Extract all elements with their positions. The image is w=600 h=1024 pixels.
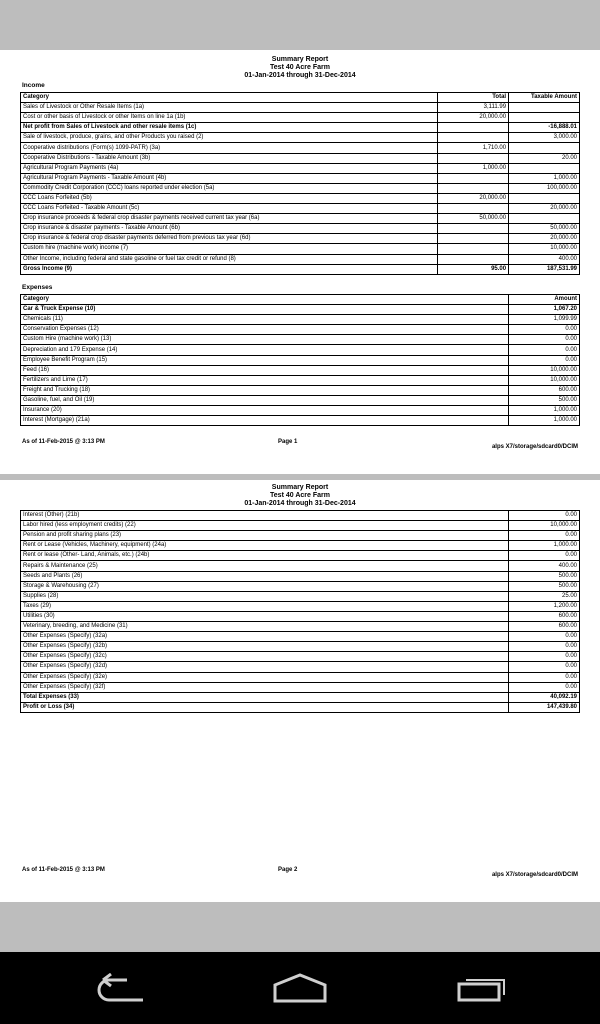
bottom-gray-bar — [0, 902, 600, 952]
expense-category-cell: Storage & Warehousing (27) — [21, 581, 509, 591]
expense-category-cell: Taxes (29) — [21, 601, 509, 611]
income-total-cell: 1,710.00 — [438, 143, 509, 153]
expense-category-cell: Rent or Lease (Vehicles, Machinery, equipment) (24a) — [21, 541, 509, 551]
expense-row — [21, 642, 580, 652]
expense-amount-cell: 0.00 — [509, 652, 580, 662]
footer-date: As of 11-Feb-2015 @ 3:13 PM — [22, 867, 105, 873]
expense-row — [21, 561, 580, 571]
income-category-header: Category — [21, 93, 438, 103]
income-category-cell: Gross Income (9) — [21, 264, 438, 274]
expense-row — [21, 702, 580, 712]
income-header-row — [21, 93, 580, 103]
income-row — [21, 123, 580, 133]
expense-amount-cell: 0.00 — [509, 325, 580, 335]
income-total-cell — [438, 234, 509, 244]
income-taxable-cell: 100,000.00 — [509, 183, 580, 193]
expense-category-cell: Labor hired (less employment credits) (22) — [21, 521, 509, 531]
expense-amount-cell: 0.00 — [509, 662, 580, 672]
expense-category-cell: Profit or Loss (34) — [21, 702, 509, 712]
income-row — [21, 214, 580, 224]
income-total-cell — [438, 133, 509, 143]
expenses-heading: Expenses — [22, 284, 53, 291]
expense-row — [21, 511, 580, 521]
expense-row — [21, 662, 580, 672]
home-icon — [272, 972, 328, 1004]
income-total-cell: 20,000.00 — [438, 193, 509, 203]
income-taxable-cell: 10,000.00 — [509, 244, 580, 254]
income-total-cell — [438, 204, 509, 214]
income-category-cell: Commodity Credit Corporation (CCC) loans reported under election (5a) — [21, 183, 438, 193]
income-row — [21, 204, 580, 214]
income-category-cell: Cooperative Distributions - Taxable Amount (3b) — [21, 153, 438, 163]
expense-header-row — [21, 295, 580, 305]
expense-row — [21, 622, 580, 632]
income-row — [21, 264, 580, 274]
expense-amount-cell: 0.00 — [509, 682, 580, 692]
expense-category-cell: Repairs & Maintenance (25) — [21, 561, 509, 571]
expense-category-cell: Depreciation and 179 Expense (14) — [21, 345, 509, 355]
income-taxable-cell — [509, 193, 580, 203]
expense-category-cell: Insurance (20) — [21, 406, 509, 416]
income-category-cell: Agricultural Program Payments - Taxable Amount (4b) — [21, 173, 438, 183]
footer-date: As of 11-Feb-2015 @ 3:13 PM — [22, 439, 105, 445]
income-taxable-cell: 20.00 — [509, 153, 580, 163]
income-row — [21, 244, 580, 254]
expense-category-cell: Other Expenses (Specify) (32e) — [21, 672, 509, 682]
report-page-2 — [0, 480, 600, 902]
income-taxable-cell: 50,000.00 — [509, 224, 580, 234]
expense-row — [21, 395, 580, 405]
expense-row — [21, 571, 580, 581]
income-row — [21, 163, 580, 173]
expense-row — [21, 385, 580, 395]
income-category-cell: Sales of Livestock or Other Resale Items (1a) — [21, 103, 438, 113]
expense-amount-cell: 1,000.00 — [509, 406, 580, 416]
income-taxable-cell: 400.00 — [509, 254, 580, 264]
expense-row — [21, 305, 580, 315]
report-header — [0, 56, 600, 80]
expense-amount-cell: 0.00 — [509, 355, 580, 365]
expense-category-cell: Total Expenses (33) — [21, 692, 509, 702]
report-period: 01-Jan-2014 through 31-Dec-2014 — [244, 72, 356, 79]
expense-amount-cell: 0.00 — [509, 632, 580, 642]
expense-row — [21, 345, 580, 355]
expense-amount-cell: 10,000.00 — [509, 375, 580, 385]
expense-category-cell: Chemicals (11) — [21, 315, 509, 325]
expense-amount-cell: 600.00 — [509, 622, 580, 632]
expense-category-header: Category — [21, 295, 509, 305]
expense-category-cell: Other Expenses (Specify) (32c) — [21, 652, 509, 662]
income-category-cell: Other Income, including federal and state gasoline or fuel tax credit or refund (8) — [21, 254, 438, 264]
expense-category-cell: Fertilizers and Lime (17) — [21, 375, 509, 385]
income-taxable-cell: 20,000.00 — [509, 234, 580, 244]
expense-row — [21, 672, 580, 682]
income-heading: Income — [22, 82, 45, 89]
income-total-cell — [438, 123, 509, 133]
income-taxable-cell — [509, 143, 580, 153]
income-category-cell: CCC Loans Forfeited (5b) — [21, 193, 438, 203]
income-row — [21, 103, 580, 113]
expense-category-cell: Supplies (28) — [21, 591, 509, 601]
expense-amount-cell: 0.00 — [509, 511, 580, 521]
farm-name: Test 40 Acre Farm — [270, 492, 330, 499]
income-row — [21, 183, 580, 193]
income-category-cell: Crop insurance & federal crop disaster payments deferred from previous tax year (6d) — [21, 234, 438, 244]
income-total-cell — [438, 173, 509, 183]
income-total-cell: 50,000.00 — [438, 214, 509, 224]
report-title: Summary Report — [271, 484, 329, 491]
expense-row — [21, 315, 580, 325]
expense-category-cell: Conservation Expenses (12) — [21, 325, 509, 335]
income-category-cell: Cooperative distributions (Form(s) 1099-PATR) (3a) — [21, 143, 438, 153]
income-taxable-cell — [509, 103, 580, 113]
income-taxable-cell: 1,000.00 — [509, 173, 580, 183]
expense-amount-cell: 40,092.19 — [509, 692, 580, 702]
expense-amount-cell: 25.00 — [509, 591, 580, 601]
income-category-cell: CCC Loans Forfeited - Taxable Amount (5c) — [21, 204, 438, 214]
expense-amount-cell: 1,200.00 — [509, 601, 580, 611]
top-gray-bar — [0, 0, 600, 50]
expense-amount-cell: 0.00 — [509, 531, 580, 541]
report-title: Summary Report — [271, 56, 329, 63]
expense-category-cell: Car & Truck Expense (10) — [21, 305, 509, 315]
income-taxable-header: Taxable Amount — [509, 93, 580, 103]
report-header — [0, 484, 600, 508]
income-category-cell: Custom hire (machine work) income (7) — [21, 244, 438, 254]
income-row — [21, 193, 580, 203]
expense-row — [21, 581, 580, 591]
expense-row — [21, 365, 580, 375]
expense-row — [21, 652, 580, 662]
back-arrow-icon — [93, 973, 147, 1003]
expense-row — [21, 632, 580, 642]
expense-category-cell: Other Expenses (Specify) (32b) — [21, 642, 509, 652]
expense-amount-cell: 500.00 — [509, 581, 580, 591]
expense-amount-cell: 0.00 — [509, 335, 580, 345]
expense-amount-cell: 10,000.00 — [509, 521, 580, 531]
income-row — [21, 224, 580, 234]
expense-row — [21, 682, 580, 692]
expense-category-cell: Pension and profit sharing plans (23) — [21, 531, 509, 541]
income-row — [21, 254, 580, 264]
expense-row — [21, 406, 580, 416]
expense-row — [21, 541, 580, 551]
expenses-table-continued — [20, 510, 580, 713]
expense-category-cell: Employee Benefit Program (15) — [21, 355, 509, 365]
expenses-table — [20, 294, 580, 426]
income-category-cell: Sale of livestock, produce, grains, and other Products you raised (2) — [21, 133, 438, 143]
income-row — [21, 153, 580, 163]
expense-amount-cell: 1,099.99 — [509, 315, 580, 325]
expense-category-cell: Custom Hire (machine work) (13) — [21, 335, 509, 345]
expense-row — [21, 375, 580, 385]
expense-row — [21, 335, 580, 345]
expense-row — [21, 325, 580, 335]
expense-row — [21, 355, 580, 365]
expense-category-cell: Interest (Mortgage) (21a) — [21, 416, 509, 426]
expense-row — [21, 521, 580, 531]
expense-category-cell: Rent or lease (Other- Land, Animals, etc.) (24b) — [21, 551, 509, 561]
expense-category-cell: Seeds and Plants (26) — [21, 571, 509, 581]
income-category-cell: Cost or other basis of Livestock or other Items on line 1a (1b) — [21, 113, 438, 123]
expense-amount-cell: 0.00 — [509, 672, 580, 682]
income-taxable-cell — [509, 113, 580, 123]
expense-amount-cell: 0.00 — [509, 345, 580, 355]
income-taxable-cell: 20,000.00 — [509, 204, 580, 214]
expense-amount-cell: 0.00 — [509, 551, 580, 561]
expense-amount-cell: 500.00 — [509, 571, 580, 581]
income-table — [20, 92, 580, 275]
income-taxable-cell: 3,000.00 — [509, 133, 580, 143]
income-taxable-cell: -16,888.01 — [509, 123, 580, 133]
income-row — [21, 173, 580, 183]
income-total-cell: 95.00 — [438, 264, 509, 274]
income-total-cell: 3,111.99 — [438, 103, 509, 113]
income-total-cell — [438, 254, 509, 264]
expense-amount-cell: 1,000.00 — [509, 541, 580, 551]
income-total-cell — [438, 224, 509, 234]
footer-page-number: Page 2 — [278, 867, 298, 873]
expense-category-cell: Other Expenses (Specify) (32a) — [21, 632, 509, 642]
income-row — [21, 234, 580, 244]
footer-path: alps X7/storage/sdcard0/DCIM — [491, 872, 578, 878]
expense-row — [21, 531, 580, 541]
recent-apps-button[interactable] — [442, 966, 522, 1010]
expense-category-cell: Veterinary, breeding, and Medicine (31) — [21, 622, 509, 632]
income-category-cell: Net profit from Sales of Livestock and other resale items (1c) — [21, 123, 438, 133]
income-taxable-cell — [509, 163, 580, 173]
recent-apps-icon — [454, 973, 510, 1003]
income-category-cell: Agricultural Program Payments (4a) — [21, 163, 438, 173]
income-total-cell — [438, 153, 509, 163]
expense-row — [21, 611, 580, 621]
expense-amount-header: Amount — [509, 295, 580, 305]
income-row — [21, 113, 580, 123]
income-category-cell: Crop insurance & disaster payments - Taxable Amount (6b) — [21, 224, 438, 234]
income-total-cell — [438, 183, 509, 193]
income-taxable-cell: 187,531.99 — [509, 264, 580, 274]
expense-row — [21, 551, 580, 561]
expense-amount-cell: 600.00 — [509, 611, 580, 621]
expense-category-cell: Other Expenses (Specify) (32d) — [21, 662, 509, 672]
income-total-cell: 1,000.00 — [438, 163, 509, 173]
expense-amount-cell: 400.00 — [509, 561, 580, 571]
report-page-1 — [0, 50, 600, 474]
expense-category-cell: Interest (Other) (21b) — [21, 511, 509, 521]
farm-name: Test 40 Acre Farm — [270, 64, 330, 71]
expense-category-cell: Freight and Trucking (18) — [21, 385, 509, 395]
income-row — [21, 143, 580, 153]
expense-row — [21, 692, 580, 702]
expense-amount-cell: 147,439.80 — [509, 702, 580, 712]
report-period: 01-Jan-2014 through 31-Dec-2014 — [244, 500, 356, 507]
expense-amount-cell: 1,067.20 — [509, 305, 580, 315]
expense-category-cell: Utilities (30) — [21, 611, 509, 621]
expense-row — [21, 591, 580, 601]
home-button[interactable] — [260, 966, 340, 1010]
expense-category-cell: Other Expenses (Specify) (32f) — [21, 682, 509, 692]
income-taxable-cell — [509, 214, 580, 224]
expense-row — [21, 601, 580, 611]
footer-page-number: Page 1 — [278, 439, 298, 445]
income-category-cell: Crop insurance proceeds & federal crop disaster payments received current tax year (6a) — [21, 214, 438, 224]
expense-amount-cell: 1,000.00 — [509, 416, 580, 426]
expense-amount-cell: 600.00 — [509, 385, 580, 395]
expense-row — [21, 416, 580, 426]
income-total-cell — [438, 244, 509, 254]
system-navigation-bar — [0, 952, 600, 1024]
expense-category-cell: Gasoline, fuel, and Oil (19) — [21, 395, 509, 405]
back-button[interactable] — [80, 966, 160, 1010]
expense-amount-cell: 0.00 — [509, 642, 580, 652]
income-total-cell: 20,000.00 — [438, 113, 509, 123]
expense-amount-cell: 500.00 — [509, 395, 580, 405]
income-row — [21, 133, 580, 143]
expense-amount-cell: 10,000.00 — [509, 365, 580, 375]
footer-path: alps X7/storage/sdcard0/DCIM — [491, 444, 578, 450]
income-total-header: Total — [438, 93, 509, 103]
expense-category-cell: Feed (16) — [21, 365, 509, 375]
